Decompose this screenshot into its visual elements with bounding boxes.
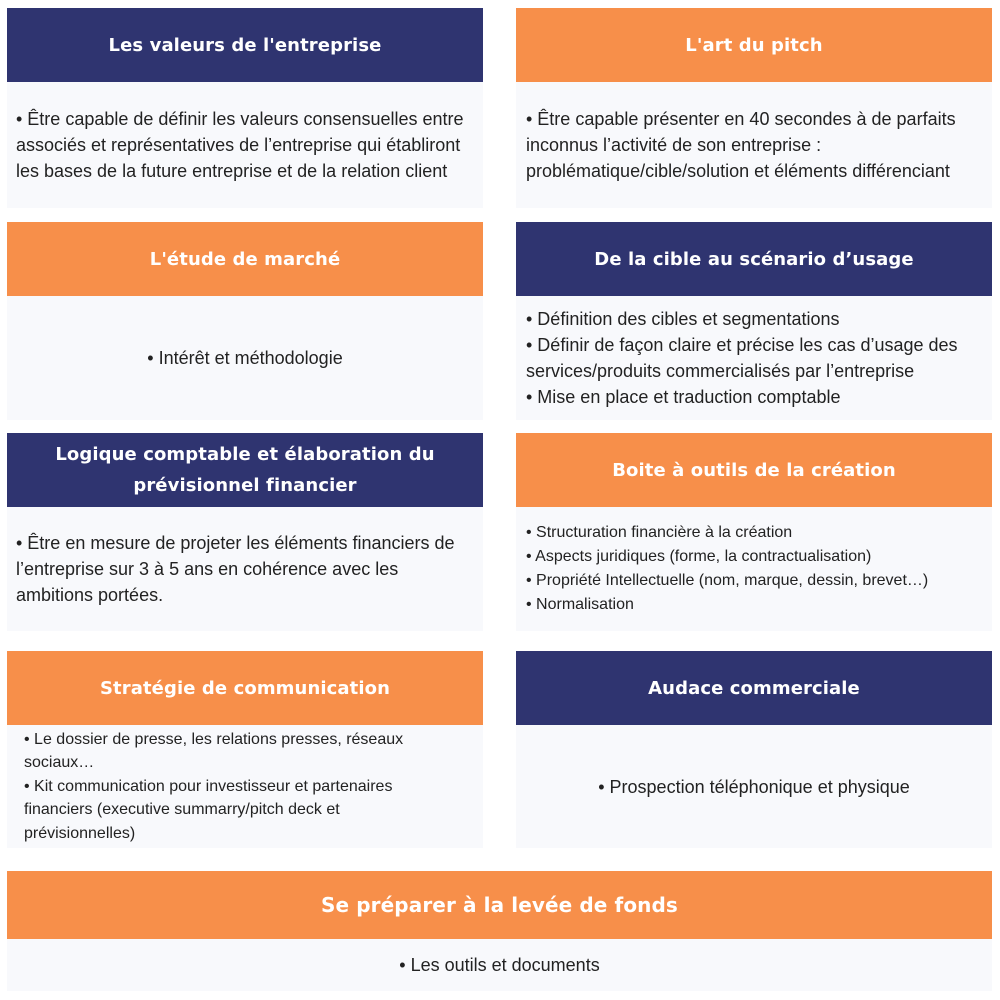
card-bullet: • Les outils et documents — [399, 955, 600, 975]
card-body — [516, 82, 992, 208]
card-bullet: • Kit communication pour investisseur et partenaires financiers (executive summarry/pitch deck et prévisionnelles) — [24, 777, 393, 842]
card-boite-a-outils — [516, 433, 992, 631]
card-bullet: • Définir de façon claire et précise les cas d’usage des services/produits commercialisés par l’entreprise — [526, 335, 958, 381]
card-body — [516, 725, 992, 848]
card-title: L'art du pitch — [516, 8, 992, 82]
card-body — [7, 939, 992, 991]
card-title: Audace commerciale — [516, 651, 992, 725]
card-title: De la cible au scénario d’usage — [516, 222, 992, 296]
card-logique-comptable — [7, 433, 483, 631]
card-valeurs-entreprise — [7, 8, 483, 208]
card-audace-commerciale — [516, 651, 992, 848]
card-body — [7, 725, 483, 848]
card-body — [7, 296, 483, 420]
card-bullet: • Normalisation — [526, 596, 634, 613]
card-strategie-communication — [7, 651, 483, 848]
card-bullet: • Intérêt et méthodologie — [147, 348, 343, 368]
card-title: Logique comptable et élaboration du prévisionnel financier — [7, 433, 483, 507]
card-bullet: • Être en mesure de projeter les éléments financiers de l’entreprise sur 3 à 5 ans en cohérence avec les ambitions portées. — [16, 533, 455, 605]
card-body — [516, 507, 992, 631]
card-body — [7, 82, 483, 208]
card-bullet: • Le dossier de presse, les relations presses, réseaux sociaux… — [24, 730, 404, 772]
card-bullet: • Prospection téléphonique et physique — [598, 776, 910, 797]
card-art-du-pitch — [516, 8, 992, 208]
card-body — [516, 296, 992, 420]
card-title: Stratégie de communication — [7, 651, 483, 725]
card-cible-scenario-usage — [516, 222, 992, 420]
card-bullet: • Être capable présenter en 40 secondes à de parfaits inconnus l’activité de son entreprise : problématique/cible/solution et éléments différenciant — [526, 109, 956, 181]
card-bullet: • Aspects juridiques (forme, la contractualisation) — [526, 548, 872, 565]
card-etude-de-marche — [7, 222, 483, 420]
card-bullet: • Définition des cibles et segmentations — [526, 309, 840, 329]
card-title: L'étude de marché — [7, 222, 483, 296]
card-levee-de-fonds — [7, 871, 992, 991]
card-title: Se préparer à la levée de fonds — [7, 871, 992, 939]
card-bullet: • Propriété Intellectuelle (nom, marque, dessin, brevet…) — [526, 572, 929, 589]
card-body — [7, 507, 483, 631]
card-bullet: • Mise en place et traduction comptable — [526, 387, 841, 407]
card-bullet: • Être capable de définir les valeurs consensuelles entre associés et représentatives de l’entreprise qui établiront les bases de la future entreprise et de la relation client — [16, 109, 464, 181]
card-title: Les valeurs de l'entreprise — [7, 8, 483, 82]
card-title: Boite à outils de la création — [516, 433, 992, 507]
card-bullet: • Structuration financière à la création — [526, 524, 793, 541]
